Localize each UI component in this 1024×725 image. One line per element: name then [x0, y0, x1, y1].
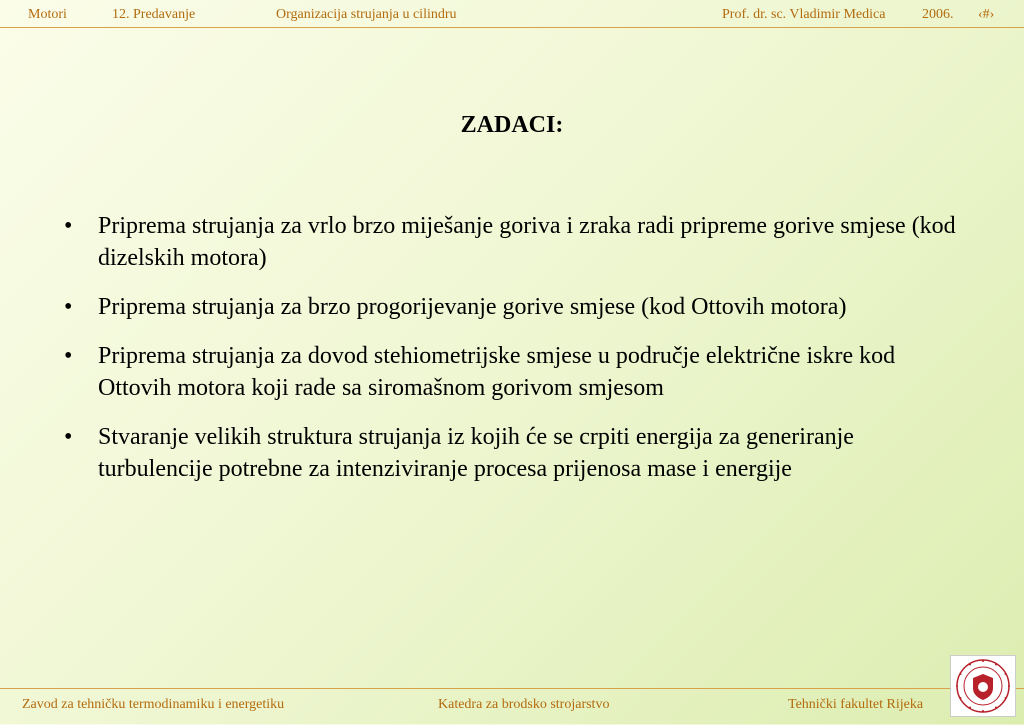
header-topic: Organizacija strujanja u cilindru [276, 7, 457, 22]
bullet-item [64, 291, 964, 323]
bullet-text: Stvaranje velikih struktura strujanja iz kojih će se crpiti energija za generiranje turbulencije potrebne za intenziviranje procesa prijenosa mase i energije [98, 424, 854, 482]
bullet-item [64, 421, 964, 485]
slide-footer [0, 688, 1024, 725]
footer-department: Zavod za tehničku termodinamiku i energetiku [22, 697, 285, 712]
header-course: Motori [28, 7, 67, 22]
header-page-marker: ‹#› [978, 7, 995, 22]
bullet-dot: • [64, 424, 73, 450]
footer-chair: Katedra za brodsko strojarstvo [438, 697, 610, 712]
bullet-text: Priprema strujanja za brzo progorijevanje gorive smjese (kod Ottovih motora) [98, 294, 847, 320]
header-year: 2006. [922, 7, 954, 22]
header-author: Prof. dr. sc. Vladimir Medica [722, 7, 886, 22]
seal-graphic [951, 656, 1015, 716]
header-lecture: 12. Predavanje [112, 7, 196, 22]
bullet-text: Priprema strujanja za dovod stehiometrijske smjese u područje električne iskre kod Ottovih motora koji rade sa siromašnom gorivom smjesom [98, 343, 896, 401]
bullet-dot: • [64, 213, 73, 239]
bullet-list [64, 210, 964, 502]
university-seal-icon [950, 655, 1016, 717]
bullet-item [64, 340, 964, 404]
slide-header [0, 0, 1024, 28]
bullet-item [64, 210, 964, 274]
bullet-dot: • [64, 294, 73, 320]
slide-title: ZADACI: [460, 112, 564, 138]
bullet-text: Priprema strujanja za vrlo brzo miješanje goriva i zraka radi pripreme gorive smjese (kod dizelskih motora) [98, 213, 956, 271]
bullet-dot: • [64, 343, 73, 369]
footer-faculty: Tehnički fakultet Rijeka [788, 697, 924, 712]
